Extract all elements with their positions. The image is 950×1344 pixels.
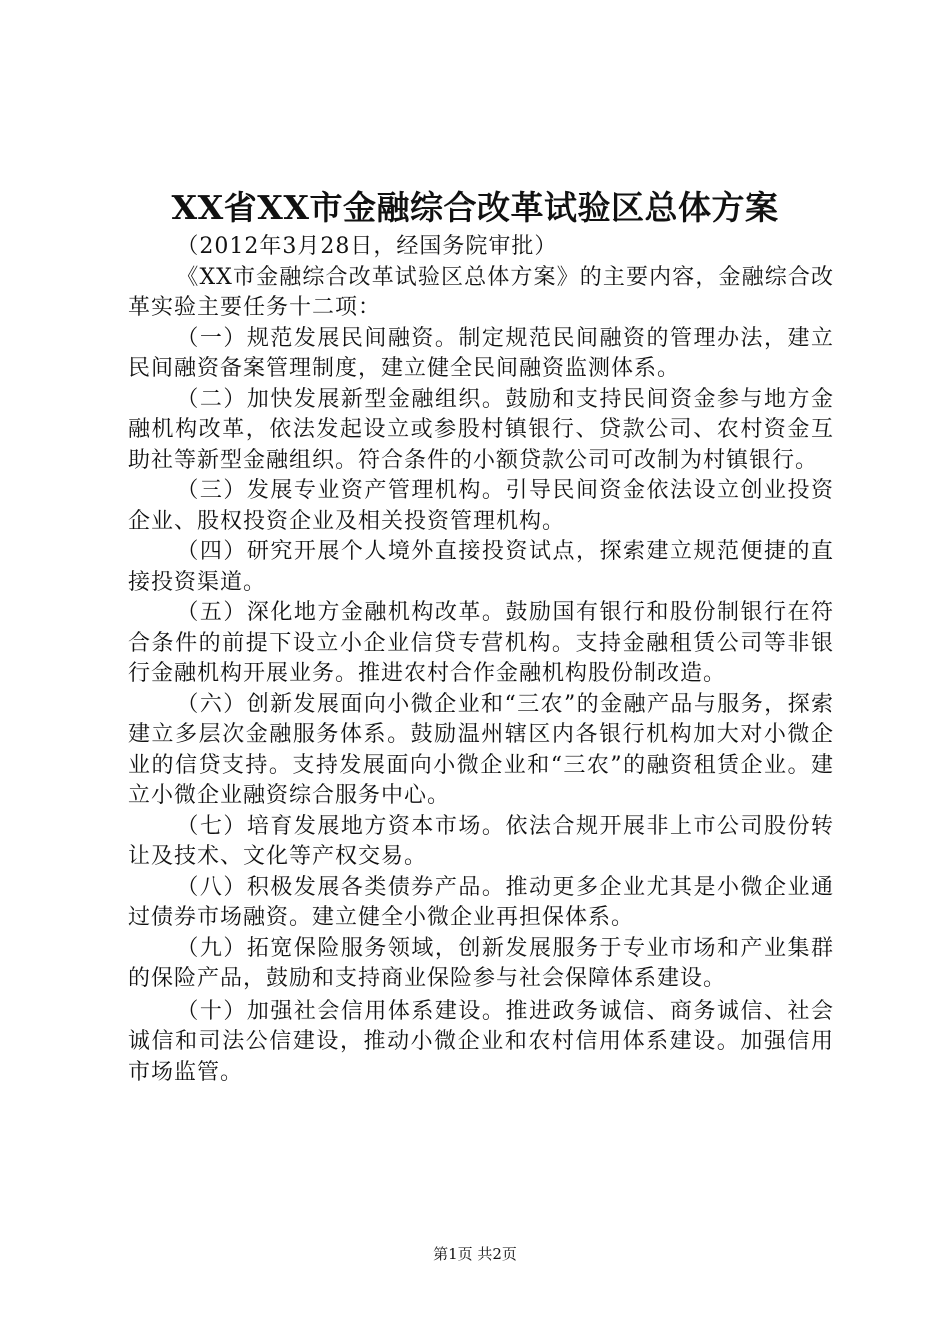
page-number: 第1页 共2页 — [433, 1245, 517, 1263]
task-item-6: （六）创新发展面向小微企业和“三农”的金融产品与服务，探索建立多层次金融服务体系。鼓励温州辖区内各银行机构加大对小微企业的信贷支持。支持发展面向小微企业和“三农”的融资租赁企业。建立小微企业融资综合服务中心。 — [128, 691, 834, 808]
task-item-9: （九）拓宽保险服务领域，创新发展服务于专业市场和产业集群的保险产品，鼓励和支持商业保险参与社会保障体系建设。 — [128, 935, 834, 991]
task-item-3: （三）发展专业资产管理机构。引导民间资金依法设立创业投资企业、股权投资企业及相关投资管理机构。 — [128, 478, 834, 534]
document-title: XX省XX市金融综合改革试验区总体方案 — [171, 188, 779, 227]
task-item-4: （四）研究开展个人境外直接投资试点，探索建立规范便捷的直接投资渠道。 — [128, 539, 834, 595]
approval-note: （2012年3月28日，经国务院审批） — [176, 234, 558, 259]
intro-paragraph: 《XX市金融综合改革试验区总体方案》的主要内容，金融综合改革实验主要任务十二项： — [128, 264, 834, 320]
task-item-1: （一）规范发展民间融资。制定规范民间融资的管理办法，建立民间融资备案管理制度，建立健全民间融资监测体系。 — [128, 325, 834, 381]
task-item-10: （十）加强社会信用体系建设。推进政务诚信、商务诚信、社会诚信和司法公信建设，推动小微企业和农村信用体系建设。加强信用市场监管。 — [128, 998, 834, 1085]
task-item-7: （七）培育发展地方资本市场。依法合规开展非上市公司股份转让及技术、文化等产权交易。 — [128, 813, 834, 869]
task-item-8: （八）积极发展各类债券产品。推动更多企业尤其是小微企业通过债券市场融资。建立健全小微企业再担保体系。 — [128, 874, 834, 930]
document-body — [128, 232, 834, 1088]
task-item-5: （五）深化地方金融机构改革。鼓励国有银行和股份制银行在符合条件的前提下设立小企业信贷专营机构。支持金融租赁公司等非银行金融机构开展业务。推进农村合作金融机构股份制改造。 — [128, 600, 834, 686]
task-item-2: （二）加快发展新型金融组织。鼓励和支持民间资金参与地方金融机构改革，依法发起设立或参股村镇银行、贷款公司、农村资金互助社等新型金融组织。符合条件的小额贷款公司可改制为村镇银行。 — [128, 386, 834, 473]
